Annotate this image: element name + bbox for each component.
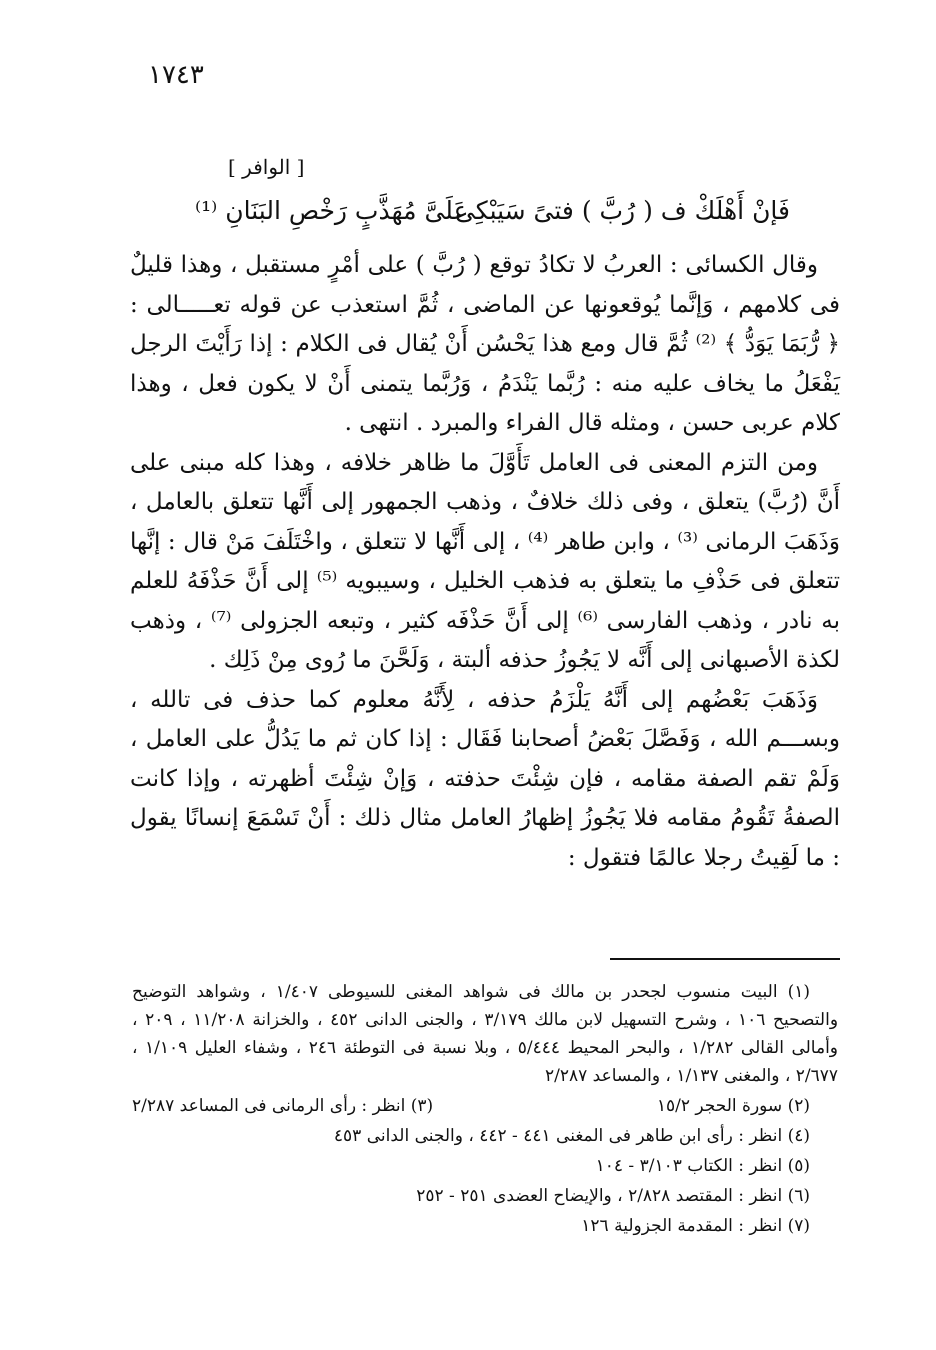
footnote-6: (٦) انظر : المقتصد ٢/٨٢٨ ، والإيضاح العضدى ٢٥١ - ٢٥٢ [416, 1186, 810, 1206]
footnote-5: (٥) انظر : الكتاب ٣/١٠٣ - ١٠٤ [595, 1156, 810, 1176]
footnote-4: (٤) انظر : رأى ابن طاهر فى المغنى ٤٤١ - ٤٤٢ ، والجنى الدانى ٤٥٣ [333, 1126, 810, 1146]
poetic-meter-label: [ الوافر ] [228, 155, 305, 179]
footnote-separator [610, 958, 840, 960]
verse-second-hemistich: عَلَىَّ مُهَذَّبٍ رَخْصِ البَنَانِ ⁽¹⁾ [195, 196, 469, 225]
verse-first-hemistich: فَإنْ أَهْلَكْ ف ( رُبَّ ) فتىً سَيَبْكِى [454, 196, 790, 225]
footnote-3: (٣) انظر : رأى الرمانى فى المساعد ٢/٢٨٧ [132, 1096, 434, 1116]
footnote-2: (٢) سورة الحجر ١٥/٢ [656, 1096, 810, 1116]
page-number: ١٧٤٣ [148, 60, 204, 90]
footnote-row-2-3 [132, 1092, 838, 1120]
main-text [130, 246, 840, 878]
footnote-7: (٧) انظر : المقدمة الجزولية ١٢٦ [581, 1216, 810, 1236]
body-paragraph-2: ومن التزم المعنى فى العامل تَأَوَّلَ ما ظاهر خلافه ، وهذا كله مبنى على أَنَّ (رُبَّ) يتعلق ، وفى ذلك خلافٌ ، وذهب الجمهور إلى أَنَّها تتعلق بالعامل ، وَذَهَبَ الرمانى ⁽³⁾ ، وابن طاهر ⁽⁴⁾ ، إلى أَنَّها لا تتعلق ، واخْتَلَفَ مَنْ قال : إنَّها تتعلق فى حَذْفِ ما يتعلق به فذهب الخليل ، وسيبويه ⁽⁵⁾ إلى أَنَّ حَذْفَهُ للعلم به نادر ، وذهب الفارسى ⁽⁶⁾ إلى أَنَّ حَذْفَه كثير ، وتبعه الجزولى ⁽⁷⁾ ، وذهب لكذة الأصبهانى إلى أَنَّه لا يَجُوزُ حذفه ألبتة ، وَلَحَّنَ ما رُوى مِنْ ذَلِك . [130, 449, 840, 673]
footnotes [132, 978, 838, 1240]
footnote-1: (١) البيت منسوب لجحدر بن مالك فى شواهد المغنى للسيوطى ١/٤٠٧ ، وشواهد التوضيح والتصحيح ١٠٦ ، وشرح التسهيل لابن مالك ٣/١٧٩ ، والجنى الدانى ٤٥٢ ، والخزانة ١١/٢٠٨ ، ٢٠٩ ، وأمالى القالى ١/٢٨٢ ، والبحر المحيط ٥/٤٤٤ ، وبلا نسبة فى التوطئة ٢٤٦ ، وشفاء العليل ١/١٠٩ ، ٢/٦٧٧ ، والمغنى ١/١٣٧ ، والمساعد ٢/٢٨٧ [132, 982, 839, 1086]
poetry-verse [150, 196, 790, 236]
body-paragraph-3: وَذَهَبَ بَعْضُهم إلى أَنَّهُ يَلْزَمُ حذفه ، لِأَنَّهُ معلوم كما حذف فى تالله ، وبســـم الله ، وَفَصَّلَ بَعْضُ أصحابنا فَقَال : إذا كان ثم ما يَدُلُّ على العامل ، وَلَمْ تقم الصفة مقامه ، فإن شِئْتَ حذفته ، وَإنْ شِئْتَ أظهرته ، وإذا كانت الصفةُ تَقُومُ مقامه فلا يَجُوزُ إظهارُ العامل مثال ذلك : أَنْ تَسْمَعَ إنسانًا يقول : ما لَقِيتُ رجلا عالمًا فتقول : [130, 686, 840, 871]
body-paragraph-1: وقال الكسائى : العربُ لا تكادُ توقع ( رُبَّ ) على أمْرٍ مستقبل ، وهذا قليلٌ فى كلامهم ، وَإنَّما يُوقعونها عن الماضى ، ثُمَّ استعذب عن قوله تعـــــالى : ﴿ رُّبَمَا يَوَدُّ ﴾ ⁽²⁾ ثُمَّ قال ومع هذا يَحْسُن أَنْ يُقال فى الكلام : إذا رَأَيْتَ الرجل يَفْعَلُ ما يخاف عليه منه : رُبَّما يَنْدَمُ ، وَرُبَّما يتمنى أَنْ لا يكون فعل ، وهذا كلام عربى حسن ، ومثله قال الفراء والمبرد . انتهى . [130, 252, 840, 436]
